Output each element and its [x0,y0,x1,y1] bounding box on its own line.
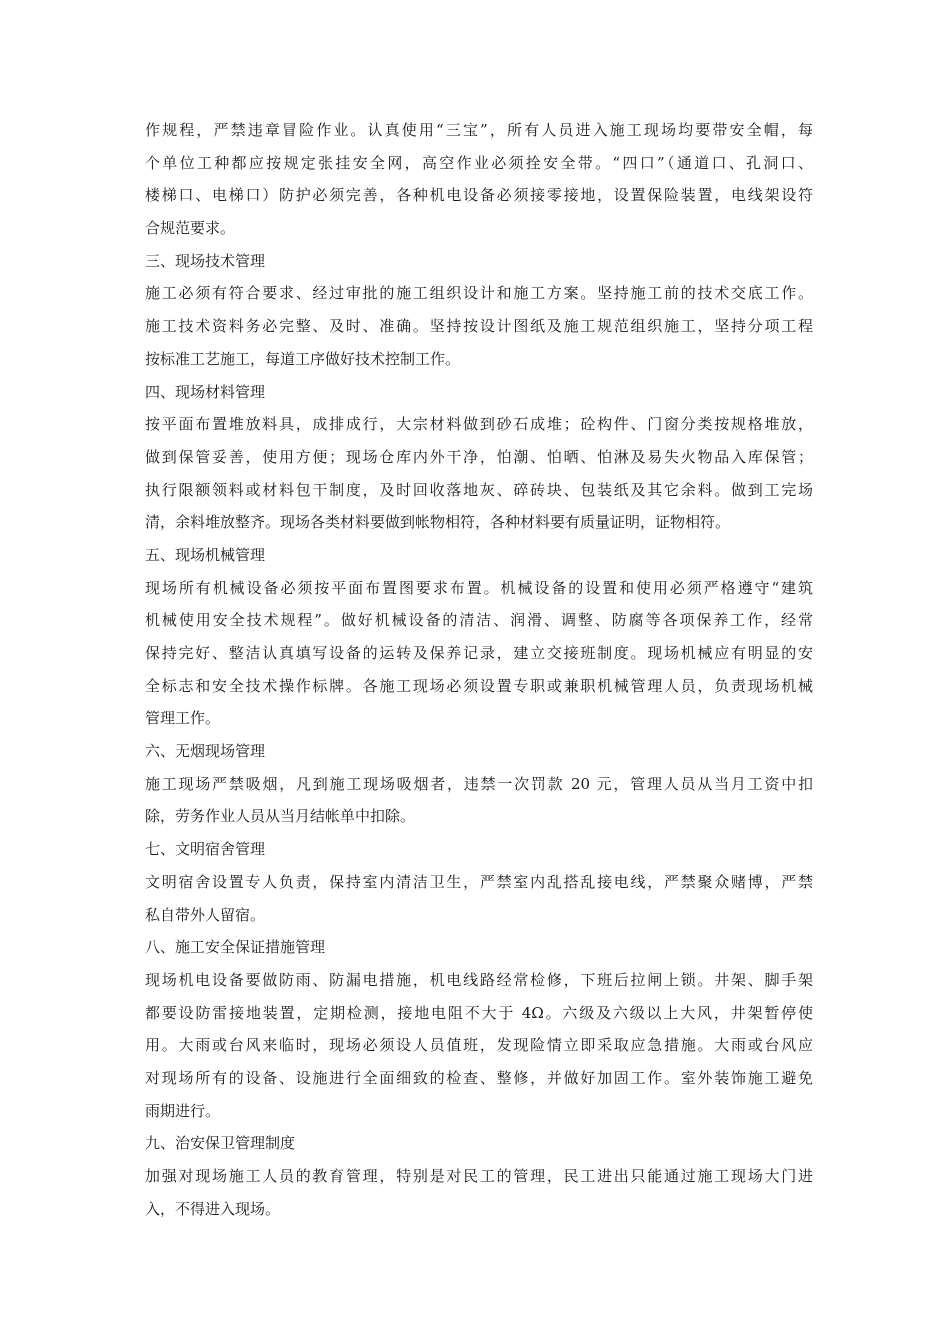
section-heading: 六、无烟现场管理 [145,742,266,761]
paragraph-line: 现场机电设备要做防雨、防漏电措施，机电线路经常检修，下班后拉闸上锁。井架、脚手架 [145,970,813,989]
paragraph-line: 现场所有机械设备必须按平面布置图要求布置。机械设备的设置和使用必须严格遵守“建筑 [145,578,813,597]
document-body [145,114,813,1225]
paragraph-line: 保持完好、整洁认真填写设备的运转及保养记录，建立交接班制度。现场机械应有明显的安 [145,644,813,662]
paragraph-line: 机械使用安全技术规程”。做好机械设备的清洁、润滑、调整、防腐等各项保养工作，经常 [145,611,813,630]
paragraph-line: 合规范要求。 [145,219,236,238]
paragraph-line: 入，不得进入现场。 [145,1199,281,1218]
paragraph-line: 除，劳务作业人员从当月结帐单中扣除。 [145,807,416,826]
paragraph-line: 个单位工种都应按规定张挂安全网，高空作业必须拴安全带。“四口”（通道口、孔洞口、 [145,153,813,172]
paragraph-line: 都要设防雷接地装置，定期检测，接地电阻不大于 4Ω。六级及六级以上大风，井架暂停使 [145,1003,813,1022]
section-heading: 四、现场材料管理 [145,382,266,401]
paragraph-line: 文明宿舍设置专人负责，保持室内清洁卫生，严禁室内乱搭乱接电线，严禁聚众赌博，严禁 [145,872,813,891]
paragraph-line: 对现场所有的设备、设施进行全面细致的检查、整修，并做好加固工作。室外装饰施工避免 [145,1068,813,1087]
paragraph-line: 施工现场严禁吸烟，凡到施工现场吸烟者，违禁一次罚款 20 元，管理人员从当月工资中扣 [145,774,813,793]
paragraph-line: 用。大雨或台风来临时，现场必须设人员值班，发现险情立即采取应急措施。大雨或台风应 [145,1036,813,1055]
section-heading: 七、文明宿舍管理 [145,840,266,859]
paragraph-line: 作规程，严禁违章冒险作业。认真使用“三宝”，所有人员进入施工现场均要带安全帽，每 [145,121,813,139]
section-heading: 八、施工安全保证措施管理 [145,938,326,957]
section-heading: 九、治安保卫管理制度 [145,1134,296,1153]
paragraph-line: 施工技术资料务必完整、及时、准确。坚持按设计图纸及施工规范组织施工，坚持分项工程 [145,317,813,336]
paragraph-line: 执行限额领料或材料包干制度，及时回收落地灰、碎砖块、包装纸及其它余料。做到工完场 [145,480,813,499]
paragraph-line: 雨期进行。 [145,1101,221,1120]
paragraph-line: 加强对现场施工人员的教育管理，特别是对民工的管理，民工进出只能通过施工现场大门进 [145,1167,813,1185]
section-heading: 五、现场机械管理 [145,545,266,564]
paragraph-line: 施工必须有符合要求、经过审批的施工组织设计和施工方案。坚持施工前的技术交底工作。 [145,284,813,303]
paragraph-line: 按标准工艺施工，每道工序做好技术控制工作。 [145,349,461,368]
paragraph-line: 清，余料堆放整齐。现场各类材料要做到帐物相符，各种材料要有质量证明，证物相符。 [145,513,731,532]
paragraph-line: 全标志和安全技术操作标牌。各施工现场必须设置专职或兼职机械管理人员，负责现场机械 [145,676,813,695]
paragraph-line: 按平面布置堆放料具，成排成行，大宗材料做到砂石成堆；砼构件、门窗分类按规格堆放， [145,415,813,434]
paragraph-line: 私自带外人留宿。 [145,905,266,924]
section-heading: 三、现场技术管理 [145,251,266,270]
paragraph-line: 做到保管妥善，使用方便；现场仓库内外干净，怕潮、怕晒、怕淋及易失火物品入库保管； [145,447,813,466]
paragraph-line: 管理工作。 [145,709,221,728]
paragraph-line: 楼梯口、电梯口）防护必须完善，各种机电设备必须接零接地，设置保险装置，电线架设符 [145,186,813,205]
